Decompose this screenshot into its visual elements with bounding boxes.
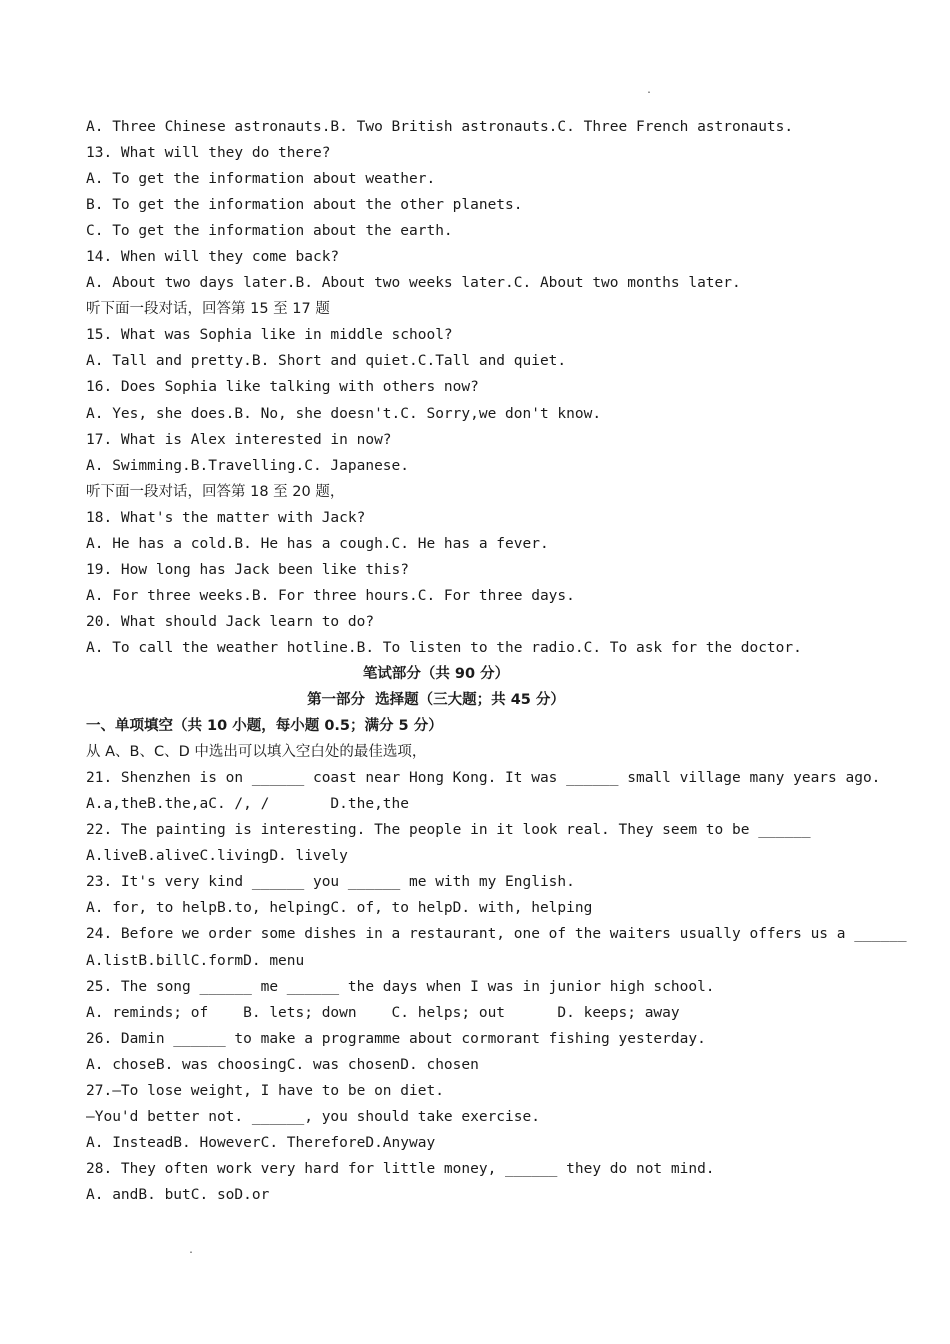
q28-question: 28. They often work very hard for little money, ______ they do not mind. — [86, 1160, 715, 1177]
q22-question: 22. The painting is interesting. The people in it look real. They seem to be ______ — [86, 822, 811, 839]
q20-question: 20. What should Jack learn to do? — [86, 613, 375, 630]
q28-options: A. andB. butC. soD.or — [86, 1186, 270, 1203]
q15-options: A. Tall and pretty.B. Short and quiet.C.Tall and quiet. — [86, 353, 567, 370]
q27-question-line1: 27.—To lose weight, I have to be on diet. — [86, 1082, 444, 1099]
q13-question: 13. What will they do there? — [86, 145, 331, 162]
dialogue-instruction-18-20: 听下面一段对话，回答第 18 至 20 题， — [86, 483, 345, 500]
q24-question: 24. Before we order some dishes in a restaurant, one of the waiters usually offers us a ______ — [86, 926, 907, 943]
q27-question-line2: —You'd better not. ______, you should take exercise. — [86, 1108, 540, 1125]
q20-options: A. To call the weather hotline.B. To listen to the radio.C. To ask for the doctor. — [86, 639, 802, 656]
q21-options: A.a,theB.the,aC. /, / D.the,the — [86, 796, 410, 813]
q14-options: A. About two days later.B. About two weeks later.C. About two months later. — [86, 275, 741, 292]
q23-question: 23. It's very kind ______ you ______ me with my English. — [86, 874, 575, 891]
q19-options: A. For three weeks.B. For three hours.C. For three days. — [86, 587, 575, 604]
q17-options: A. Swimming.B.Travelling.C. Japanese. — [86, 457, 410, 474]
footer-dot: . — [188, 1245, 195, 1256]
q13-option-b: B. To get the information about the other planets. — [86, 197, 523, 214]
q14-question: 14. When will they come back? — [86, 249, 340, 266]
q12-options: A. Three Chinese astronauts.B. Two British astronauts.C. Three French astronauts. — [86, 119, 794, 135]
single-choice-instruction: 从 A、B、C、D 中选出可以填入空白处的最佳选项， — [86, 744, 427, 761]
q27-options: A. InsteadB. HoweverC. ThereforeD.Anyway — [86, 1134, 436, 1151]
q16-question: 16. Does Sophia like talking with others now? — [86, 379, 479, 396]
single-choice-heading: 一、单项填空（共 10 小题，每小题 0.5；满分 5 分） — [86, 718, 443, 735]
q26-options: A. choseB. was choosingC. was chosenD. chosen — [86, 1056, 479, 1073]
q23-options: A. for, to helpB.to, helpingC. of, to helpD. with, helping — [86, 900, 593, 917]
header-dot: . — [646, 85, 653, 96]
q19-question: 19. How long has Jack been like this? — [86, 561, 410, 578]
q17-question: 17. What is Alex interested in now? — [86, 431, 392, 448]
q25-options: A. reminds; of B. lets; down C. helps; out D. keeps; away — [86, 1004, 680, 1021]
q21-question: 21. Shenzhen is on ______ coast near Hong Kong. It was ______ small village many years ago. — [86, 770, 881, 787]
q18-options: A. He has a cold.B. He has a cough.C. He has a fever. — [86, 535, 549, 552]
q15-question: 15. What was Sophia like in middle school? — [86, 327, 453, 344]
q24-options: A.listB.billC.formD. menu — [86, 952, 305, 969]
q22-options: A.liveB.aliveC.livingD. lively — [86, 848, 348, 865]
document-body — [86, 114, 907, 1208]
q13-option-c: C. To get the information about the earth. — [86, 223, 453, 240]
dialogue-instruction-15-17: 听下面一段对话，回答第 15 至 17 题 — [86, 301, 330, 318]
q18-question: 18. What's the matter with Jack? — [86, 509, 366, 526]
q26-question: 26. Damin ______ to make a programme about cormorant fishing yesterday. — [86, 1030, 706, 1047]
part-one-title: 第一部分 选择题（三大题；共 45 分） — [307, 692, 565, 709]
q16-options: A. Yes, she does.B. No, she doesn't.C. Sorry,we don't know. — [86, 405, 602, 422]
written-section-title: 笔试部分（共 90 分） — [362, 665, 510, 682]
q25-question: 25. The song ______ me ______ the days when I was in junior high school. — [86, 978, 715, 995]
q13-option-a: A. To get the information about weather. — [86, 171, 436, 188]
